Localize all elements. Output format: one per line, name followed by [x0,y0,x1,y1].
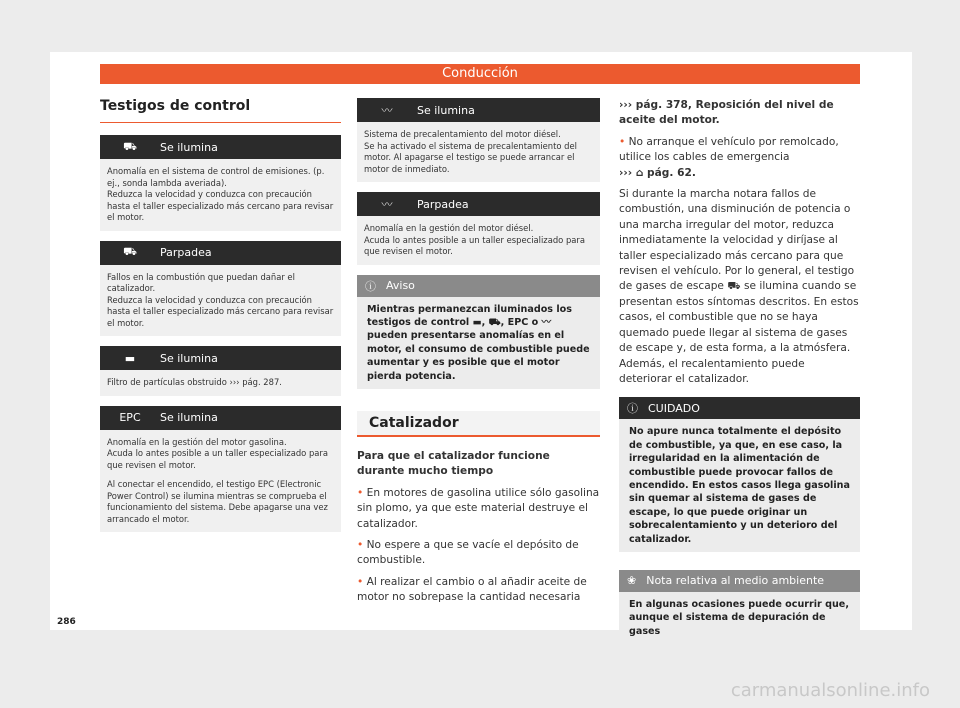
list-item: • No arranque el vehículo por remolcado, utilice los cables de emergencia ››› ⌂ pág. 62. [619,135,839,179]
info-icon: ⓘ [365,279,376,293]
indicator-header [100,346,341,370]
indicator-paragraph: Al conectar el encendido, el testigo EPC (Electronic Power Control) se ilumina mientras se comprueba el funcionamiento del sistema. Debe apagarse una vez arrancado el motor. [107,479,328,524]
column-2 [357,98,600,612]
subtitle: Para que el catalizador funcione durante mucho tiempo [357,449,550,478]
indicator-paragraph: Fallos en la combustión que puedan dañar el catalizador. Reduzca la velocidad y conduzca con precaución hasta el taller especializado más cercano para revisar el motor. [107,271,334,328]
indicator-status: Parpadea [160,246,212,259]
indicator-header [100,135,341,159]
indicator-description [100,370,341,396]
indicator-block [357,192,600,265]
indicator-description [100,430,341,533]
nota-text: En algunas ocasiones puede ocurrir que, aunque el sistema de depuración de gases [619,592,860,644]
page-number: 286 [57,617,76,627]
list-item [357,538,600,569]
indicator-status: Se ilumina [160,411,218,424]
indicator-description [100,159,341,231]
indicator-paragraph: Anomalía en la gestión del motor gasolina. Acuda lo antes posible a un taller especializado para que revisen el motor. [107,436,328,470]
indicator-header [357,98,600,122]
column-1 [100,98,341,542]
paragraph: Si durante la marcha notara fallos de combustión, una disminución de potencia o una marcha irregular del motor, reduzca inmediatamente la velocidad y diríjase al taller especializado más cercano para que revisen el vehículo. Por lo general, el testigo de gases de escape ⛟ se ilumina cuando se presentan estos síntomas descritos. En estos casos, el combustible que no se haya quemado puede llegar al sistema de gases de escape y, de esta forma, a la atmósfera. Además, el recalentamiento puede deteriorar el catalizador. [619,188,859,385]
bullet-icon: • [357,538,367,551]
indicator-paragraph: Sistema de precalentamiento del motor diésel. Se ha activado el sistema de precalentamiento del motor. Al apagarse el testigo se puede arrancar el motor de inmediato. [364,129,577,174]
list-item [357,486,600,532]
list-item [357,575,600,606]
list-item-text: No espere a que se vacíe el depósito de combustible. [357,538,579,567]
section-title: Testigos de control [100,98,341,123]
indicator-status: Se ilumina [160,351,218,365]
bullet-icon: • [619,135,629,148]
indicator-description [357,216,600,265]
indicator-status: Se ilumina [160,140,218,154]
watermark: carmanualsonline.info [730,680,930,701]
indicator-status: Se ilumina [417,103,475,117]
aviso-header: ⓘ Aviso [357,275,600,297]
bullet-icon: • [357,575,367,588]
cuidado-box [619,397,860,552]
aviso-text: Mientras permanezcan iluminados los testigos de control ▬, ⛟, EPC o 〰 pueden presentarse anomalías en el motor, el consumo de combustible puede aumentar y es posible que el motor pierda potencia. [357,297,600,389]
indicator-paragraph: Filtro de partículas obstruido ››› pág. 287. [107,377,282,387]
list-item-text: En motores de gasolina utilice sólo gasolina sin plomo, ya que este material destruye el catalizador. [357,486,600,530]
column-3 [619,98,860,644]
indicator-description [100,265,341,337]
aviso-box [357,275,600,389]
indicator-block [100,135,341,231]
indicator-block [357,98,600,182]
indicator-status: Parpadea [417,197,469,211]
indicator-block [100,346,341,396]
indicator-block [100,406,341,533]
warning-icon: ⓘ [627,402,638,416]
cuidado-text: No apure nunca totalmente el depósito de combustible, ya que, en ese caso, la irregularidad en la alimentación de combustible puede provocar fallos de encendido. En estos casos llega gasolina sin quemar al sistema de gases de escape, lo que puede originar un sobrecalentamiento y un deterioro del catalizador. [619,419,860,552]
warning-light-icon: ⛟ [123,139,137,153]
indicator-header [357,192,600,216]
bullet-icon: • [357,486,367,499]
warning-light-icon: ▬ [124,351,136,365]
warning-light-icon: 〰 [381,198,393,211]
cuidado-header: ⓘ CUIDADO [619,397,860,419]
nota-header: ❀ Nota relativa al medio ambiente [619,570,860,592]
indicator-description [357,122,600,182]
warning-light-icon: ⛟ [123,245,137,258]
indicator-paragraph: Anomalía en la gestión del motor diésel. Acuda lo antes posible a un taller especializado para que revisen el motor. [364,223,585,256]
section-title-catalizador: Catalizador [357,411,600,437]
leaf-icon: ❀ [627,574,637,588]
reference-link[interactable]: ››› pág. 378, Reposición del nivel de aceite del motor. [619,99,834,127]
indicator-header [100,241,341,265]
list-item-text: Al realizar el cambio o al añadir aceite de motor no sobrepase la cantidad necesaria [357,575,587,604]
indicator-block [100,241,341,337]
warning-light-icon: EPC [119,411,141,424]
warning-light-icon: 〰 [381,104,393,117]
indicator-header [100,406,341,430]
catalizador-text [357,449,600,606]
nota-box [619,570,860,644]
chapter-header: Conducción [100,64,860,84]
indicator-paragraph: Anomalía en el sistema de control de emisiones. (p. ej., sonda lambda averiada). Reduzca la velocidad y conduzca con precaución hasta el taller especializado más cercano para revisar el motor. [107,166,334,222]
reference-link-2[interactable]: ››› ⌂ pág. 62. [619,166,696,179]
